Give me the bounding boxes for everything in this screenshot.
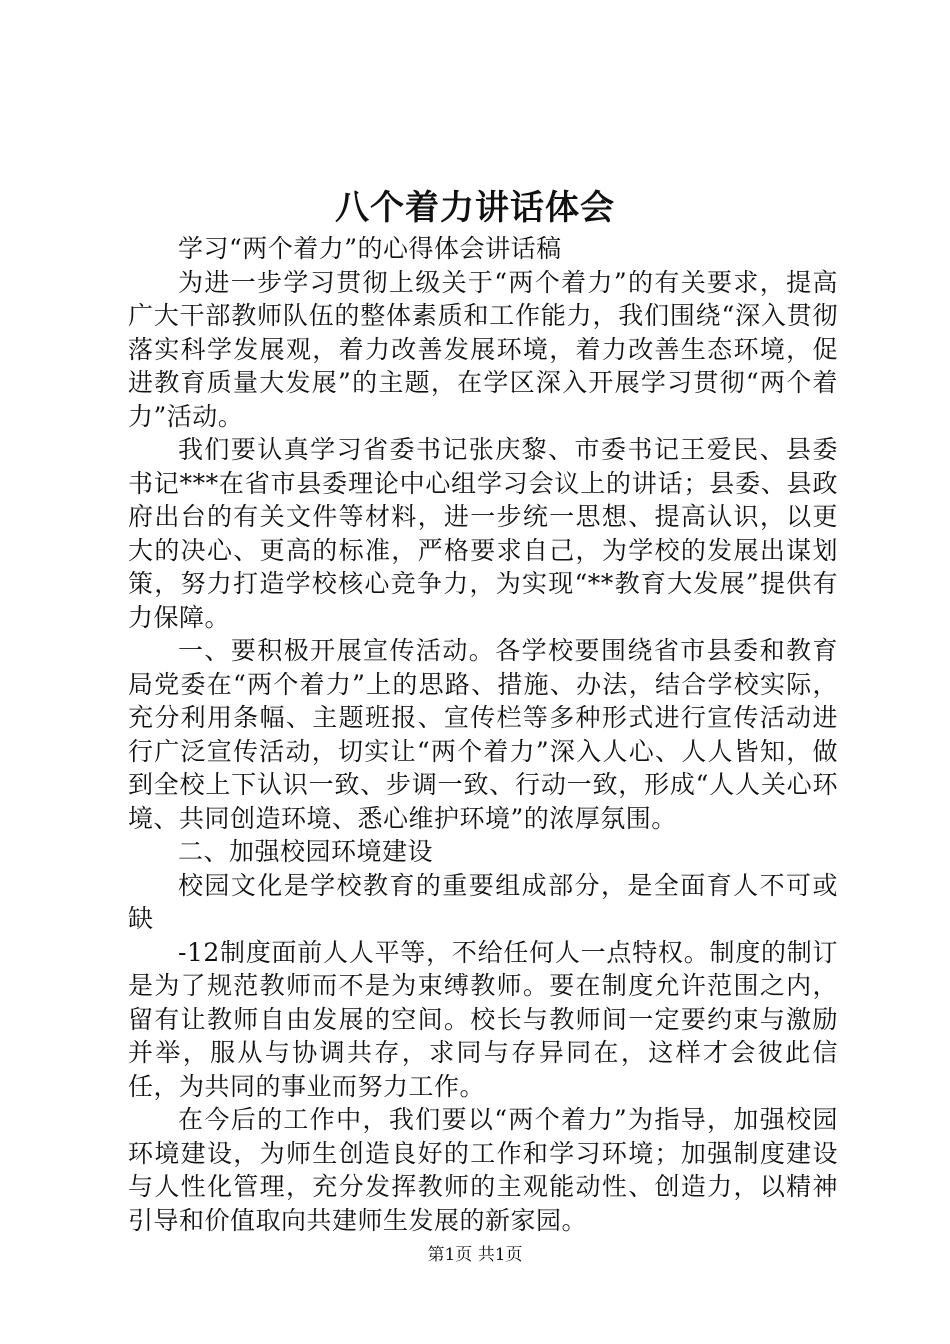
paragraph-subtitle: 学习“两个着力”的心得体会讲话稿 [178,234,562,263]
paragraph-study: 我们要认真学习省委书记张庆黎、市委书记王爱民、县委书记***在省市县委理论中心组学习会议上的讲话；县委、县政府出台的有关文件等材料，进一步统一思想、提高认识，以更大的决心、更高的标准，严格要求自己，为学校的发展出谋划策，努力打造学校核心竞争力，为实现“**教育大发展”提供有力保障。 [128,435,838,632]
paragraph-system: -12制度面前人人平等，不给任何人一点特权。制度的制订是为了规范教师而不是为束缚教师。要在制度允许范围之内，留有让教师自由发展的空间。校长与教师间一定要约束与激励并举，服从与协调共存，求同与存异同在，这样才会彼此信任，为共同的事业而努力工作。 [128,937,838,1101]
paragraph-publicity: 一、要积极开展宣传活动。各学校要围绕省市县委和教育局党委在“两个着力”上的思路、措施、办法，结合学校实际，充分利用条幅、主题班报、宣传栏等多种形式进行宣传活动进行广泛宣传活动，切实让“两个着力”深入人心、人人皆知，做到全校上下认识一致、步调一致、行动一致，形成“人人关心环境、共同创造环境、悉心维护环境”的浓厚氛围。 [128,636,838,833]
document-title: 八个着力讲话体会 [335,188,615,228]
paragraph-conclusion: 在今后的工作中，我们要以“两个着力”为指导，加强校园环境建设，为师生创造良好的工作和学习环境；加强制度建设与人性化管理，充分发挥教师的主观能动性、创造力，以精神引导和价值取向共建师生发展的新家园。 [128,1105,838,1235]
paragraph-intro: 为进一步学习贯彻上级关于“两个着力”的有关要求，提高广大干部教师队伍的整体素质和工作能力，我们围绕“深入贯彻落实科学发展观，着力改善发展环境，着力改善生态环境，促进教育质量大发展”的主题，在学区深入开展学习贯彻“两个着力”活动。 [128,267,838,431]
paragraph-campus-culture: 校园文化是学校教育的重要组成部分，是全面育人不可或缺 [128,870,838,933]
document-body [128,232,838,1237]
page-footer: 第1页 共1页 [427,1245,523,1265]
paragraph-heading-campus: 二、加强校园环境建设 [178,837,434,866]
